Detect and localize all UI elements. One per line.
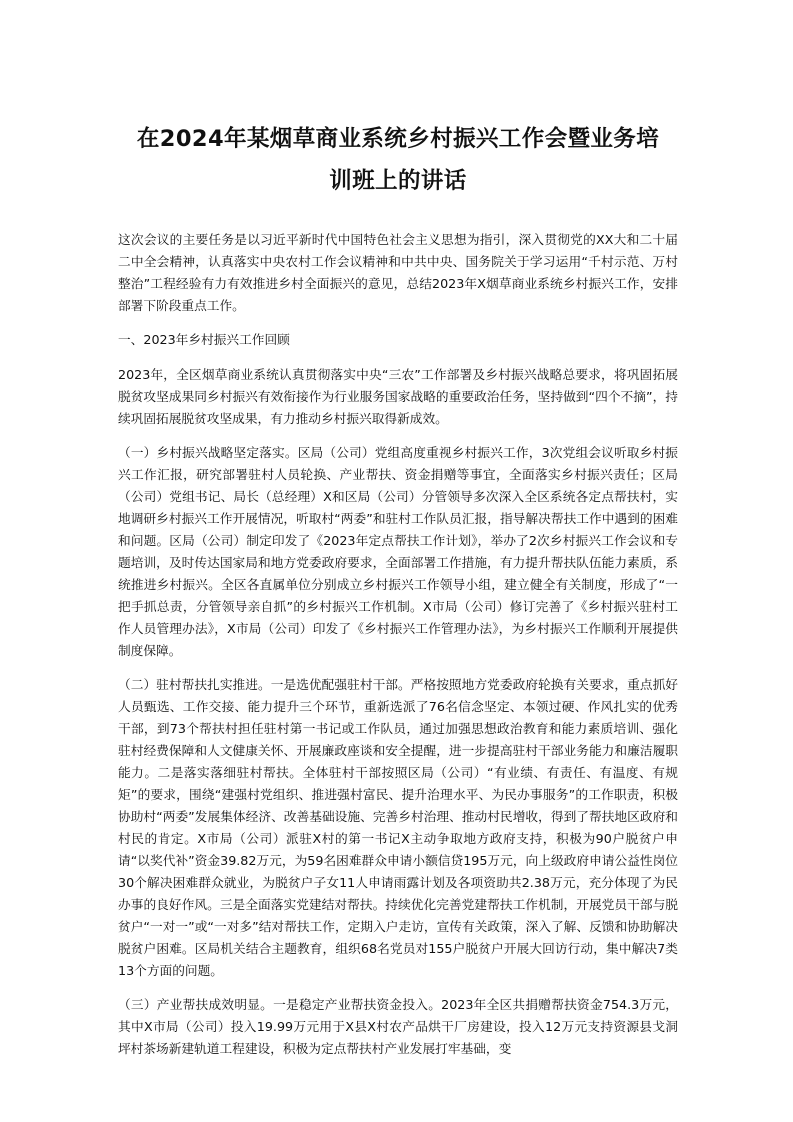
section-heading: 一、2023年乡村振兴工作回顾 bbox=[118, 332, 290, 347]
title-line-2: 训班上的讲话 bbox=[329, 168, 467, 194]
document-page bbox=[118, 118, 678, 1072]
document-title bbox=[118, 118, 678, 202]
document-body bbox=[118, 229, 678, 1060]
review-paragraph: 2023年，全区烟草商业系统认真贯彻落实中央“三农”工作部署及乡村振兴战略总要求，将巩固拓展脱贫攻坚成果同乡村振兴有效衔接作为行业服务国家战略的重要政治任务，坚持做到“四个不摘”，持续巩固拓展脱贫攻坚成果，有力推动乡村振兴取得新成效。 bbox=[118, 367, 678, 426]
title-line-1: 在2024年某烟草商业系统乡村振兴工作会暨业务培 bbox=[136, 126, 660, 152]
paragraph-industry-assistance: （三）产业帮扶成效明显。一是稳定产业帮扶资金投入。2023年全区共捐赠帮扶资金754.3万元，其中X市局（公司）投入19.99万元用于X县X村农产品烘干厂房建设，投入12万元支持资源县戈洞坪村茶场新建轨道工程建设，积极为定点帮扶村产业发展打牢基础，变 bbox=[118, 997, 678, 1056]
intro-paragraph: 这次会议的主要任务是以习近平新时代中国特色社会主义思想为指引，深入贯彻党的XX大和二十届二中全会精神，认真落实中央农村工作会议精神和中共中央、国务院关于学习运用“千村示范、万村整治”工程经验有力有效推进乡村全面振兴的意见，总结2023年X烟草商业系统乡村振兴工作，安排部署下阶段重点工作。 bbox=[118, 232, 678, 313]
paragraph-village-assistance: （二）驻村帮扶扎实推进。一是选优配强驻村干部。严格按照地方党委政府轮换有关要求，重点抓好人员甄选、工作交接、能力提升三个环节，重新选派了76名信念坚定、本领过硬、作风扎实的优秀干部，到73个帮扶村担任驻村第一书记或工作队员，通过加强思想政治教育和能力素质培训、强化驻村经费保障和人文健康关怀、开展廉政座谈和安全提醒，进一步提高驻村干部业务能力和廉洁履职能力。二是落实落细驻村帮扶。全体驻村干部按照区局（公司）“有业绩、有责任、有温度、有规矩”的要求，围绕“建强村党组织、推进强村富民、提升治理水平、为民办事服务”的工作职责，积极协助村“两委”发展集体经济、改善基础设施、完善乡村治理、推动村民增收，得到了帮扶地区政府和村民的肯定。X市局（公司）派驻X村的第一书记X主动争取地方政府支持，积极为90户脱贫户申请“以奖代补”资金39.82万元，为59名困难群众申请小额信贷195万元，向上级政府申请公益性岗位30个解决困难群众就业，为脱贫户子女11人申请雨露计划及各项资助共2.38万元，充分体现了为民办事的良好作风。三是全面落实党建结对帮扶。持续优化完善党建帮扶工作机制，开展党员干部与脱贫户“一对一”或“一对多”结对帮扶工作，定期入户走访，宣传有关政策，深入了解、反馈和协助解决脱贫户困难。区局机关结合主题教育，组织68名党员对155户脱贫户开展大回访行动，集中解决7类13个方面的问题。 bbox=[118, 677, 678, 978]
paragraph-strategy: （一）乡村振兴战略坚定落实。区局（公司）党组高度重视乡村振兴工作，3次党组会议听取乡村振兴工作汇报，研究部署驻村人员轮换、产业帮扶、资金捐赠等事宜，全面落实乡村振兴责任；区局（公司）党组书记、局长（总经理）X和区局（公司）分管领导多次深入全区系统各定点帮扶村，实地调研乡村振兴工作开展情况，听取村“两委”和驻村工作队员汇报，指导解决帮扶工作中遇到的困难和问题。区局（公司）制定印发了《2023年定点帮扶工作计划》，举办了2次乡村振兴工作会议和专题培训，及时传达国家局和地方党委政府要求，全面部署工作措施，有力提升帮扶队伍能力素质，系统推进乡村振兴。全区各直属单位分别成立乡村振兴工作领导小组，建立健全有关制度，形成了“一把手抓总责，分管领导亲自抓”的乡村振兴工作机制。X市局（公司）修订完善了《乡村振兴驻村工作人员管理办法》，X市局（公司）印发了《乡村振兴工作管理办法》，为乡村振兴工作顺利开展提供制度保障。 bbox=[118, 445, 678, 658]
